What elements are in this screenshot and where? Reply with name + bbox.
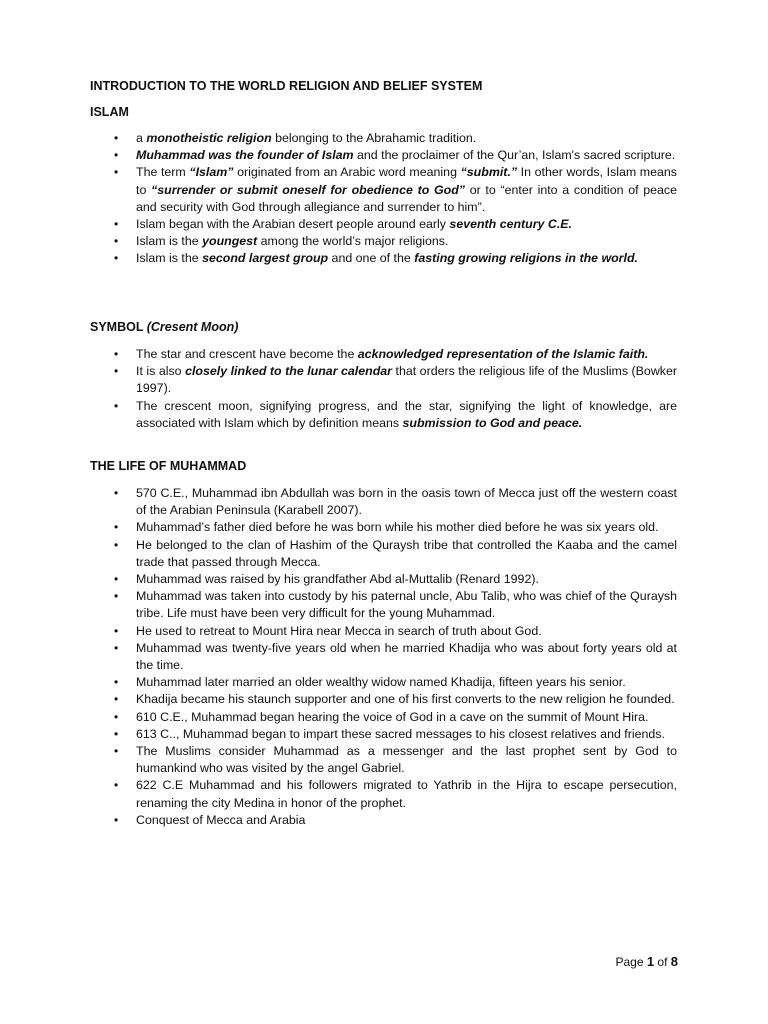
item-text: originated from an Arabic word meaning: [233, 165, 461, 180]
list-item: [90, 519, 677, 536]
bullet-icon: •: [114, 589, 119, 604]
bullet-icon: •: [114, 148, 119, 163]
list-item: [90, 485, 677, 519]
list-item: [90, 346, 677, 363]
bullet-icon: •: [114, 623, 119, 638]
bullet-icon: •: [114, 692, 119, 707]
list-item: [90, 537, 677, 571]
list-item: [90, 588, 677, 622]
bullet-icon: •: [114, 251, 119, 266]
item-text: The crescent moon, signifying progress, and the star, signifying the light of knowledge, are associated with Islam which by definition means: [136, 398, 677, 430]
item-text: Islam began with the Arabian desert people around early: [136, 217, 450, 232]
item-text: Khadija became his staunch supporter and one of his first converts to the new religion he founded.: [136, 692, 675, 707]
list-item: [90, 777, 677, 811]
emphasis-text: “submit.”: [460, 165, 518, 180]
bullet-icon: •: [114, 675, 119, 690]
document-title: INTRODUCTION TO THE WORLD RELIGION AND BELIEF SYSTEM: [90, 79, 483, 93]
bullet-icon: •: [114, 812, 119, 827]
item-text: Islam is the: [136, 251, 203, 266]
bullet-icon: •: [114, 537, 119, 552]
list-item: [90, 623, 677, 640]
bullet-icon: •: [114, 520, 119, 535]
item-text: The Muslims consider Muhammad as a messenger and the last prophet sent by God to humankind who was visited by the angel Gabriel.: [136, 744, 677, 776]
item-text: He used to retreat to Mount Hira near Mecca in search of truth about God.: [136, 623, 542, 638]
section-heading-life: THE LIFE OF MUHAMMAD: [90, 459, 247, 473]
item-text: Islam is the: [136, 234, 203, 249]
bullet-icon: •: [114, 709, 119, 724]
life-list: [90, 485, 677, 829]
list-item: [90, 571, 677, 588]
item-text: In other words, Islam means to: [136, 165, 677, 197]
emphasis-text: youngest: [202, 234, 258, 249]
list-item: [90, 216, 677, 233]
page-footer: Page 1 of 8: [615, 954, 678, 969]
item-text: Conquest of Mecca and Arabia: [136, 812, 306, 827]
bullet-icon: •: [114, 726, 119, 741]
list-item: [90, 743, 677, 777]
list-item: [90, 674, 677, 691]
symbol-subtitle: (Cresent Moon): [146, 320, 239, 334]
symbol-list: [90, 346, 677, 432]
item-text: belonging to the Abrahamic tradition.: [271, 131, 477, 145]
bullet-icon: •: [114, 364, 119, 379]
item-text: It is also: [136, 364, 186, 379]
item-text: 613 C.., Muhammad began to impart these sacred messages to his closest relatives and friends.: [136, 726, 665, 741]
list-item: [90, 164, 677, 216]
list-item: [90, 398, 677, 432]
item-text: 622 C.E Muhammad and his followers migrated to Yathrib in the Hijra to escape persecution, renaming the city Medina in honor of the prophet.: [136, 778, 677, 810]
list-item: [90, 363, 677, 397]
emphasis-text: second largest group: [202, 251, 329, 266]
list-item: [90, 812, 677, 829]
item-text: 570 C.E., Muhammad ibn Abdullah was born in the oasis town of Mecca just off the western coast of the Arabian Peninsula (Karabell 2007).: [136, 486, 677, 518]
emphasis-text: fasting growing religions in the world.: [414, 251, 638, 266]
emphasis-text: seventh century C.E.: [449, 217, 572, 232]
item-text: Muhammad was raised by his grandfather Abd al-Muttalib (Renard 1992).: [136, 572, 539, 587]
item-text: 610 C.E., Muhammad began hearing the voice of God in a cave on the summit of Mount Hira.: [136, 709, 649, 724]
item-text: or to “enter into a condition of peace and security with God through allegiance and surrender to him”.: [136, 182, 677, 214]
item-text: Muhammad was twenty-five years old when he married Khadija who was about forty years old at the time.: [136, 640, 677, 673]
bullet-icon: •: [114, 640, 119, 655]
item-text: The star and crescent have become the: [136, 347, 358, 361]
emphasis-text: acknowledged representation of the Islamic faith.: [357, 347, 649, 361]
item-text: a: [136, 131, 147, 145]
bullet-icon: •: [114, 165, 119, 180]
list-item: [90, 640, 677, 674]
list-item: [90, 709, 677, 726]
bullet-icon: •: [114, 778, 119, 793]
item-text: Muhammad later married an older wealthy widow named Khadija, fifteen years his senior.: [136, 675, 626, 690]
total-pages: 8: [670, 954, 678, 969]
list-item: [90, 130, 677, 147]
emphasis-text: “surrender or submit oneself for obedience to God”: [151, 182, 465, 197]
list-item: [90, 691, 677, 708]
emphasis-text: closely linked to the lunar calendar: [185, 364, 392, 379]
item-text: that orders the religious life of the Muslims (Bowker 1997).: [136, 364, 677, 396]
item-text: and the proclaimer of the Qur’an, Islam's sacred scripture.: [353, 148, 676, 163]
item-text: He belonged to the clan of Hashim of the Quraysh tribe that controlled the Kaaba and the camel trade that passed through Mecca.: [136, 537, 677, 569]
item-text: among the world’s major religions.: [257, 234, 449, 249]
emphasis-text: Muhammad was the founder of Islam: [136, 148, 354, 163]
page-number: 1: [646, 954, 655, 969]
list-item: [90, 250, 677, 267]
emphasis-text: monotheistic religion: [146, 131, 272, 145]
section-heading-islam: ISLAM: [90, 105, 129, 119]
islam-list: [90, 130, 677, 268]
item-text: The term: [136, 165, 190, 180]
bullet-icon: •: [114, 234, 119, 249]
section-heading-symbol: SYMBOL (Cresent Moon): [90, 320, 239, 334]
bullet-icon: •: [114, 572, 119, 587]
bullet-icon: •: [114, 486, 119, 500]
bullet-icon: •: [114, 217, 119, 232]
list-item: [90, 147, 677, 164]
emphasis-text: “Islam”: [189, 165, 234, 180]
bullet-icon: •: [114, 131, 119, 145]
item-text: Muhammad’s father died before he was born while his mother died before he was six years old.: [136, 520, 659, 535]
list-item: [90, 726, 677, 743]
bullet-icon: •: [114, 744, 119, 759]
emphasis-text: submission to God and peace.: [402, 415, 583, 430]
item-text: Muhammad was taken into custody by his paternal uncle, Abu Talib, who was chief of the Quraysh tribe. Life must have been very difficult for the young Muhammad.: [136, 589, 677, 621]
bullet-icon: •: [114, 347, 119, 361]
list-item: [90, 233, 677, 250]
item-text: and one of the: [328, 251, 415, 266]
bullet-icon: •: [114, 398, 119, 413]
